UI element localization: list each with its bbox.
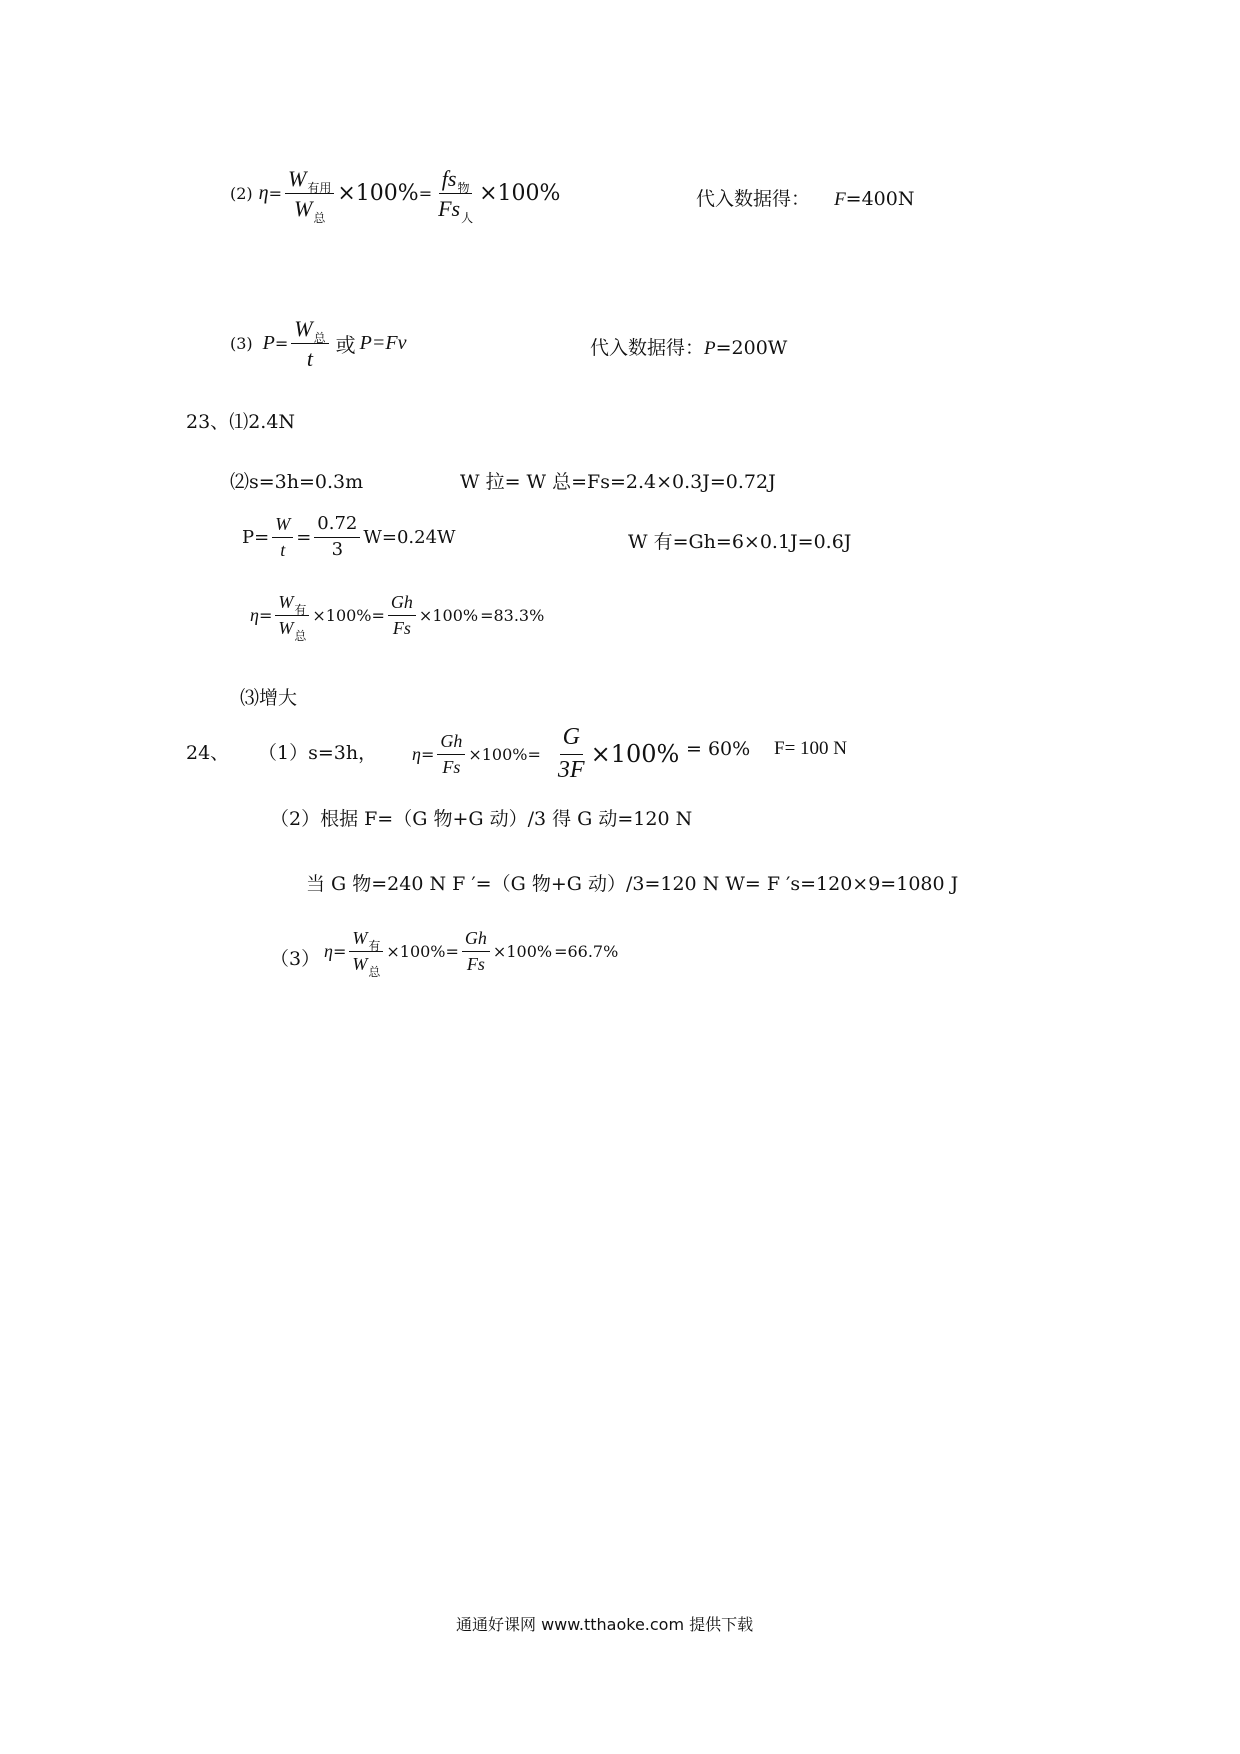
w-symbol: W (352, 928, 368, 948)
line-a-label: (2) (230, 184, 253, 204)
line-b-result (590, 333, 787, 360)
q23-number: 23、 (186, 411, 230, 433)
fs: Fs (392, 617, 411, 638)
result-var: F (834, 189, 846, 210)
line-b-label: (3) (230, 334, 253, 354)
fraction-072-over-3 (314, 514, 360, 560)
gh: Gh (388, 592, 416, 616)
equals: = (258, 605, 273, 625)
object-subscript: 物 (457, 181, 470, 195)
result-label: 代入数据得： (696, 188, 811, 210)
q24-part2b: 当 G 物=240 N F ′=（G 物+G 动）/3=120 N W= F ′s=120×9=1080 J (306, 873, 959, 895)
denominator-3: 3 (331, 538, 344, 560)
fs-object: fs (441, 166, 457, 191)
equals: = (527, 744, 541, 764)
fraction-w-useful-w-total (275, 592, 309, 643)
q24-part2: （2）根据 F=（G 物+G 动）/3 得 G 动=120 N (270, 808, 693, 830)
times-100-percent: ×100% (468, 744, 528, 764)
q23-useful-work: W 有=Gh=6×0.1J=0.6J (628, 531, 852, 553)
fraction-fs-over-Fs (435, 166, 476, 226)
equals: = (445, 941, 459, 961)
equals: = (274, 334, 289, 354)
equals: = (296, 526, 312, 548)
q23-power-equation (242, 514, 456, 560)
equals: = (418, 184, 433, 204)
power-result: W=0.24W (363, 526, 456, 548)
q23-part3: ⑶增大 (240, 687, 298, 709)
times-100-percent: ×100% (590, 740, 680, 769)
fs: Fs (442, 756, 461, 777)
p-var: P (262, 332, 275, 355)
q24-part3-equation (324, 928, 619, 979)
w-symbol: W (278, 592, 294, 612)
times-100-percent: ×100% (479, 181, 561, 207)
w-symbol: W (294, 316, 313, 341)
equals: = (371, 605, 385, 625)
w-useful-subscript: 有 (368, 939, 381, 953)
q23-part2-work: W 拉= W 总=Fs=2.4×0.3J=0.72J (460, 471, 776, 493)
equals: = (268, 184, 282, 204)
q24-part3-label: （3） (270, 948, 321, 970)
numerator-072: 0.72 (314, 514, 360, 538)
q23-efficiency-equation (250, 592, 545, 643)
gh: Gh (462, 928, 490, 952)
q23-part2-distance: ⑵s=3h=0.3m (230, 471, 364, 493)
w-total-subscript: 总 (313, 331, 326, 345)
result-var: P (704, 338, 716, 359)
t-symbol: t (280, 539, 286, 560)
w-symbol: W (278, 617, 294, 638)
three-f: 3F (557, 756, 585, 783)
times-100-percent: ×100% (337, 181, 419, 207)
q24-force-result: F= 100 N (774, 738, 848, 759)
fraction-gh-over-fs (437, 731, 465, 777)
line-a-efficiency (230, 166, 561, 226)
times-100-percent: ×100% (492, 941, 553, 961)
equals: = (332, 941, 347, 961)
times-100-percent: ×100% (312, 605, 372, 625)
w-symbol: W (294, 196, 313, 222)
gh: Gh (437, 731, 465, 755)
w-useful-subscript: 有 (294, 603, 307, 617)
q24-number: 24、 (186, 742, 230, 764)
w-symbol: W (288, 166, 307, 191)
fraction-w-useful-w-total (349, 928, 383, 979)
fraction-gh-over-fs (388, 592, 416, 638)
result-value: =400N (845, 188, 915, 210)
w-total-subscript: 总 (294, 628, 307, 643)
w-useful-subscript: 有用 (307, 181, 332, 195)
q23-part1-answer: ⑴2.4N (229, 411, 296, 433)
w-total-subscript: 总 (368, 964, 381, 979)
fraction-w-useful-w-total (285, 166, 334, 226)
eta-symbol: η (258, 182, 269, 205)
eta-symbol: η (250, 604, 259, 625)
fraction-w-total-over-t (291, 316, 328, 372)
w-symbol: W (352, 953, 368, 974)
times-100-percent: ×100% (418, 605, 479, 625)
result-label: 代入数据得： (590, 337, 705, 359)
or-text: 或 (335, 333, 356, 358)
alt-formula: P=Fv (359, 332, 407, 355)
q23-part1 (186, 407, 295, 434)
times-100-percent: ×100% (386, 941, 446, 961)
q24-efficiency-value: = 60% (686, 738, 751, 760)
equals: = (420, 744, 435, 764)
w-symbol: W (272, 514, 293, 538)
g: G (560, 724, 583, 755)
line-a-result (696, 184, 914, 211)
fraction-w-over-t (272, 514, 293, 560)
Fs-person: Fs (438, 196, 461, 222)
fraction-gh-over-fs (462, 928, 490, 974)
fraction-g-over-3f (555, 724, 588, 784)
q24-efficiency-equation (412, 724, 679, 784)
person-subscript: 人 (461, 211, 474, 226)
result-value: =200W (715, 337, 788, 359)
eta-symbol: η (324, 940, 333, 961)
footer-download-notice: 通通好课网 www.tthaoke.com 提供下载 (456, 1615, 754, 1634)
efficiency-result: =66.7% (554, 941, 619, 961)
w-total-subscript: 总 (313, 211, 326, 226)
t-symbol: t (306, 346, 314, 372)
efficiency-result: =83.3% (480, 605, 545, 625)
power-prefix: P= (242, 526, 270, 548)
fs: Fs (466, 953, 485, 974)
q24-part1-label: （1）s=3h， (258, 742, 378, 764)
eta-symbol: η (412, 743, 421, 764)
line-b-power (230, 316, 406, 372)
